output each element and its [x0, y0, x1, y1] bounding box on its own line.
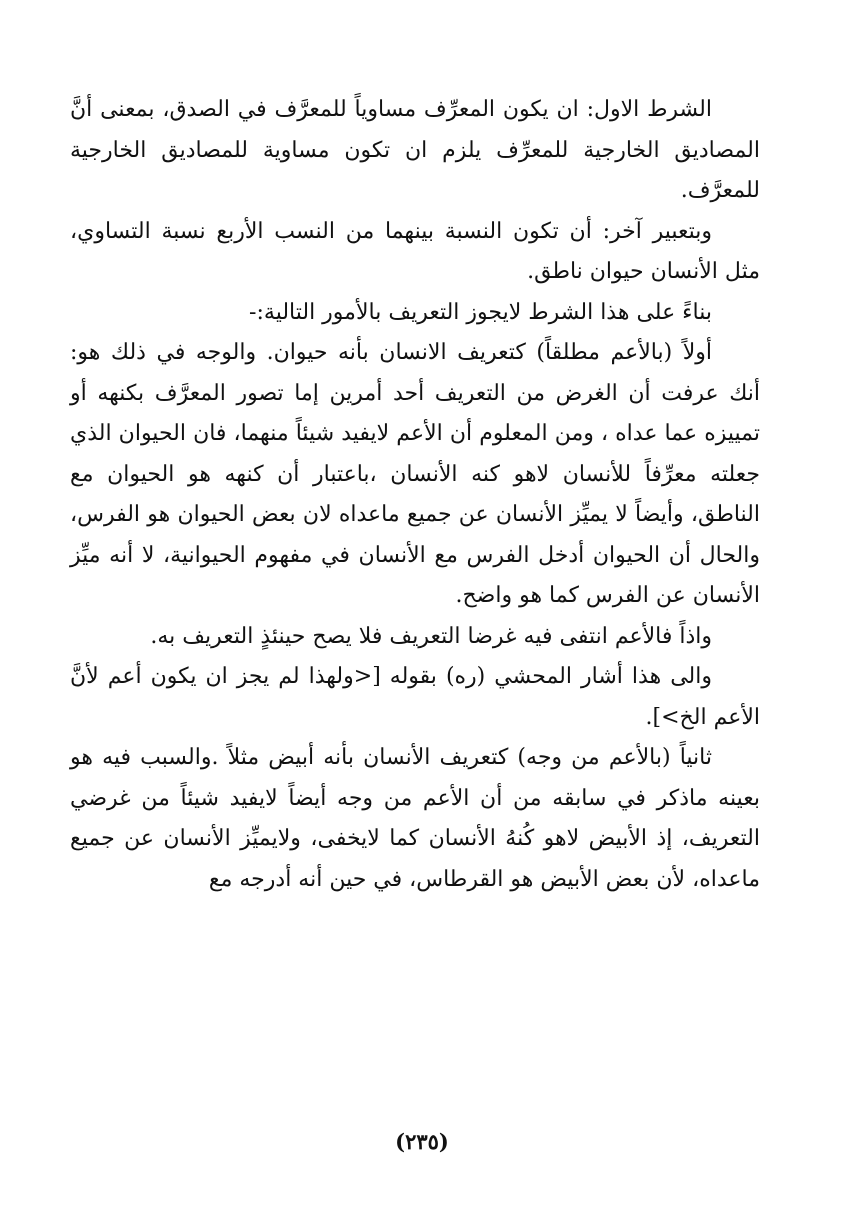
paragraph-alternative-expression: وبتعبير آخر: أن تكون النسبة بينهما من النسب الأربع نسبة التساوي، مثل الأنسان حيوان ناطق.	[70, 218, 760, 284]
body-text	[70, 90, 760, 900]
paragraph-first-condition: الشرط الاول: ان يكون المعرِّف مساوياً للمعرَّف في الصدق، بمعنى أنَّ المصاديق الخارجية للمعرِّف يلزم ان تكون مساوية للمصاديق الخارجية للمعرَّف.	[70, 97, 760, 203]
paragraph-first-case: أولاً (بالأعم مطلقاً) كتعريف الانسان بأنه حيوان. والوجه في ذلك هو: أنك عرفت أن الغرض من التعريف أحد أمرين إما تصور المعرَّف بكنهه أو تمييزه عما عداه ، ومن المعلوم أن الأعم لايفيد شيئاً منهما، فان الحيوان الذي جعلته معرِّفاً للأنسان لاهو كنه الأنسان ،باعتبار أن كنهه هو الحيوان مع الناطق، وأيضاً لا يميِّز الأنسان عن جميع ماعداه لان بعض الحيوان هو الفرس، والحال أن الحيوان أدخل الفرس مع الأنسان في مفهوم الحيوانية، لا أنه ميِّز الأنسان عن الفرس كما هو واضح.	[70, 340, 760, 608]
paragraph-consequence-intro: بناءً على هذا الشرط لايجوز التعريف بالأمور التالية:-	[249, 299, 712, 325]
paragraph-second-case: ثانياً (بالأعم من وجه) كتعريف الأنسان بأنه أبيض مثلاً .والسبب فيه هو بعينه ماذكر في سابقه من أن الأعم من وجه أيضاً لايفيد شيئاً من غرضي التعريف، إذ الأبيض لاهو كُنهُ الأنسان كما لايخفى، ولايميِّز الأنسان عن جميع ماعداه، لأن بعض الأبيض هو القرطاس، في حين أنه أدرجه مع	[70, 745, 760, 892]
paragraph-conclusion: واذاً فالأعم انتفى فيه غرضا التعريف فلا يصح حينئذٍ التعريف به.	[150, 623, 712, 649]
page-number: (٢٣٥)	[395, 1129, 449, 1154]
paragraph-annotator-reference: والى هذا أشار المحشي (ره) بقوله [<ولهذا لم يجز ان يكون أعم لأنَّ الأعم الخ>].	[70, 664, 760, 730]
